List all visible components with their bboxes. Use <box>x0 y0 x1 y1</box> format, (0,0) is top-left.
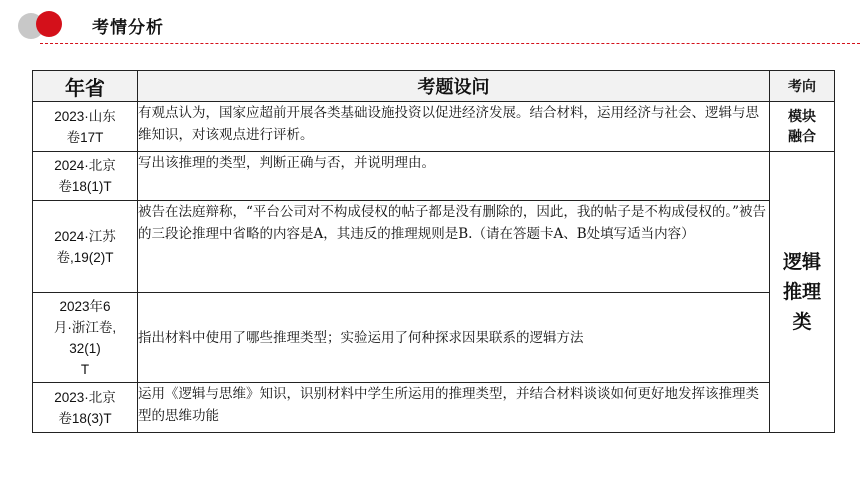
table-header-row <box>33 71 835 102</box>
direction-cell-merged <box>770 152 835 433</box>
year-line: 2024·江苏 <box>54 228 116 244</box>
year-line: 32(1) <box>69 340 101 356</box>
direction-line: 逻辑 <box>782 251 821 273</box>
year-cell <box>33 201 138 293</box>
exam-analysis-table <box>32 70 835 433</box>
question-cell: 写出该推理的类型，判断正确与否，并说明理由。 <box>138 152 770 201</box>
page-title: 考情分析 <box>92 18 164 38</box>
year-line: 2023年6 <box>59 298 111 314</box>
direction-line: 融合 <box>788 128 816 145</box>
year-line: 2023·北京 <box>54 389 116 405</box>
year-line: 月·浙江卷, <box>53 319 117 335</box>
year-line: 卷18(1)T <box>58 179 112 194</box>
question-cell: 运用《逻辑与思维》知识，识别材料中学生所运用的推理类型，并结合材料谈谈如何更好地发挥该推理类型的思维功能 <box>138 383 770 433</box>
header-direction: 考向 <box>770 71 835 102</box>
question-cell: 被告在法庭辩称，“平台公司对不构成侵权的帖子都是没有删除的，因此，我的帖子是不构成侵权的。”被告的三段论推理中省略的内容是A，其违反的推理规则是B.（请在答题卡A、B处填写适当内容） <box>138 201 770 293</box>
year-cell <box>33 102 138 152</box>
year-line: 卷17T <box>66 129 104 145</box>
year-cell <box>33 383 138 433</box>
year-cell <box>33 293 138 383</box>
decorative-red-circle <box>36 11 62 37</box>
table-row <box>33 102 835 152</box>
year-line: 2024·北京 <box>54 158 116 173</box>
question-cell: 有观点认为，国家应超前开展各类基础设施投资以促进经济发展。结合材料，运用经济与社会、逻辑与思维知识，对该观点进行评析。 <box>138 102 770 152</box>
section-header <box>0 0 860 48</box>
direction-cell <box>770 102 835 152</box>
table-row <box>33 152 835 201</box>
year-line: T <box>80 361 90 377</box>
direction-line: 模块 <box>788 108 816 125</box>
question-cell: 指出材料中使用了哪些推理类型；实验运用了何种探求因果联系的逻辑方法 <box>138 293 770 383</box>
direction-line: 类 <box>792 311 812 333</box>
year-cell <box>33 152 138 201</box>
direction-line: 推理 <box>782 281 821 303</box>
table-row <box>33 383 835 433</box>
header-year: 年省 <box>33 71 138 102</box>
year-line: 卷,19(2)T <box>56 249 114 265</box>
header-divider <box>40 43 860 44</box>
year-line: 卷18(3)T <box>58 410 112 426</box>
header-question: 考题设问 <box>138 71 770 102</box>
year-line: 2023·山东 <box>54 108 116 124</box>
table-row <box>33 201 835 293</box>
table-row <box>33 293 835 383</box>
